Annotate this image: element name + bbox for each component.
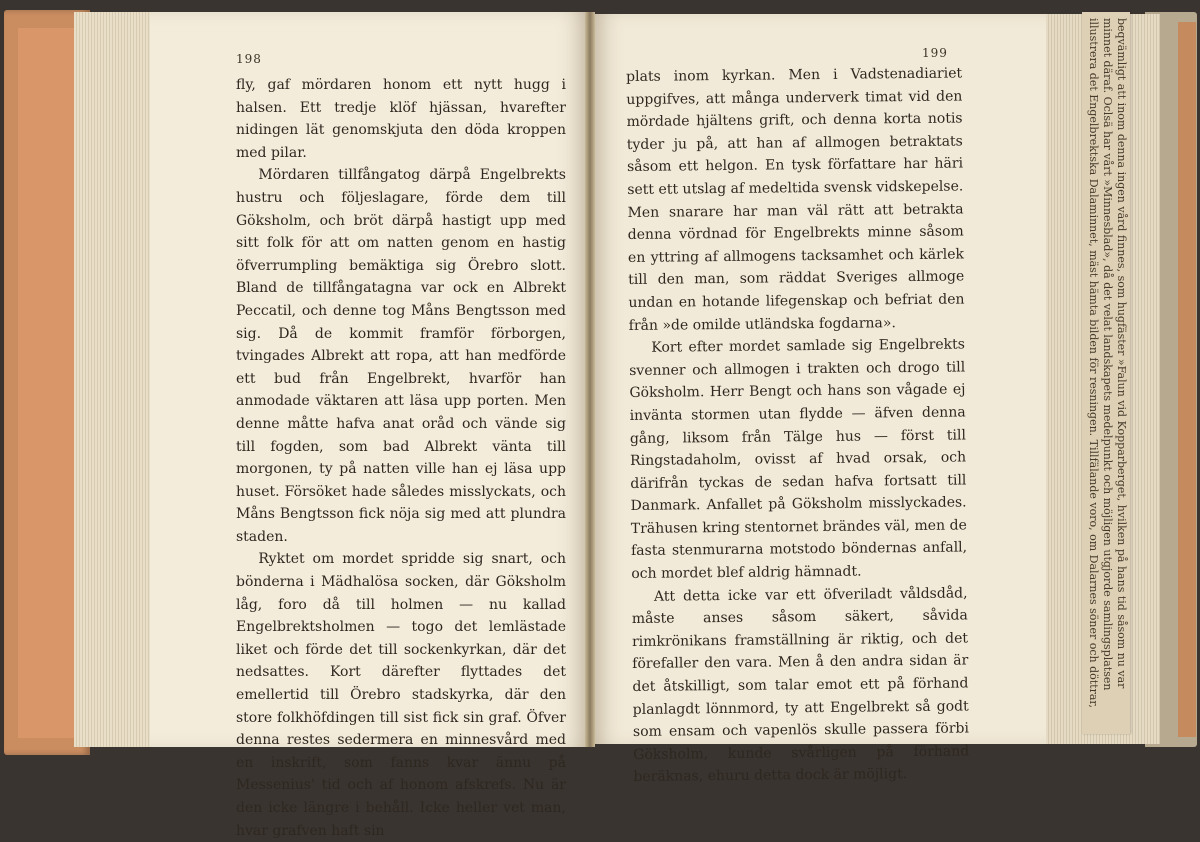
left-page-stack [74, 12, 150, 747]
slip-rotated-text [1086, 18, 1128, 718]
right-page-text [626, 62, 970, 788]
page-number-left: 198 [236, 52, 262, 66]
page-number-right: 199 [922, 46, 948, 60]
left-page-text [236, 74, 566, 842]
slip-line: minnet däraf. Oclsä har vårt »Minnesblad», då det velat landskapets medelpunkt och möjligen utgjorde samlingsplatsen [1101, 18, 1114, 691]
slip-line: beqvämligt att inom denna ingen vård finnes, som hugfäster »Falun vid Kopparberget, hvilken på hans tid såsom nu var [1115, 18, 1128, 689]
paragraph: Att detta icke var ett öfveriladt våldsdåd, måste anses såsom säkert, såvida rimkrönikans framställning är riktig, och det förefaller den vara. Men å den andra sidan är det åtskilligt, som talar emot ett på förhand planlagdt lönnmord, ty att Engelbrekt så godt som ensam och vapenlös skulle passera förbi Göksholm, kunde svårligen på förhand beräknas, ehuru detta dock är möjligt. [631, 585, 970, 786]
right-cover-edge [1178, 22, 1196, 737]
paragraph: Mördaren tillfångatog därpå Engelbrekts hustru och följeslagare, förde dem till Göksholm, och bröt därpå hastigt upp med sitt folk för att om natten genom en hastig öfverrumpling bemäktiga sig Örebro slott. Bland de tillfångatagna var ock en Albrekt Peccatil, och denne tog Måns Bengtsson med sig. Då de kommit framför förborgen, tvingades Albrekt att ropa, att han medförde ett bud från Engelbrekt, hvarför han anmodade väktaren att läsa upp porten. Men denne måtte hafva anat oråd och vände sig till fogden, som bad Albrekt vänta till morgonen, ty på natten ville han ej läsa upp huset. Försöket hade således misslyckats, och Måns Bengtsson fick nöja sig med att plundra staden. [236, 167, 566, 545]
paragraph: plats inom kyrkan. Men i Vadstenadiariet uppgifves, att många underverk timat vid den mördade hjältens grift, och denna korta notis tyder ju på, att han af allmogen betraktats såsom ett helgon. En tysk författare har häri sett ett utslag af medeltida svensk vidskepelse. Men snarare har man väl rätt att betrakta denna vördnad för Engelbrekts minne såsom en yttring af allmogens tacksamhet och kärlek till den man, som räddat Sveriges allmoge undan en hotande lifegenskap och befriat den från »de omilde utländska fogdarna». [626, 65, 965, 334]
slip-line: illustrera det Engelbrektska Dalaminnet, mäst hämta bilden för resningen. Tillfälande voro, om Dalarnes söner och döttrar, [1087, 18, 1100, 708]
paragraph: fly, gaf mördaren honom ett nytt hugg i halsen. Ett tredje klöf hjässan, hvarefter nidingen lät genomskjuta den döda kroppen med pilar. [236, 77, 566, 161]
slip-text-block [1084, 18, 1128, 718]
paragraph: Kort efter mordet samlade sig Engelbrekts svenner och allmogen i trakten och drogo till Göksholm. Herr Bengt och hans son vågade ej invänta stormen utan flydde — äfven denna gång, liksom från Tälge hus — först till Ringstadaholm, ovisst af hvad orsak, och därifrån tyckas de sedan hafva fortsatt till Danmark. Anfallet på Göksholm misslyckades. Trähusen kring stentornet brändes väl, men de fasta stenmurarna motstodo böndernas anfall, och mordet blef aldrig hämnadt. [629, 336, 968, 583]
paragraph: Ryktet om mordet spridde sig snart, och bönderna i Mädhalösa socken, där Göksholm låg, foro då till holmen — nu kallad Engelbrektsholmen — togo det lemlästade liket och förde det till sockenkyrkan, där det nedsattes. Kort därefter flyttades det emellertid till Örebro stadskyrka, där den store folkhöfdingen till sist fick sin graf. Öfver denna restes sedermera en minnesvård med en inskrift, som fanns kvar ännu på Messenius' tid och af honom afskrefs. Nu är den icke längre i behåll. Icke heller vet man, hvar grafven haft sin [236, 551, 566, 839]
book-gutter [585, 12, 595, 747]
